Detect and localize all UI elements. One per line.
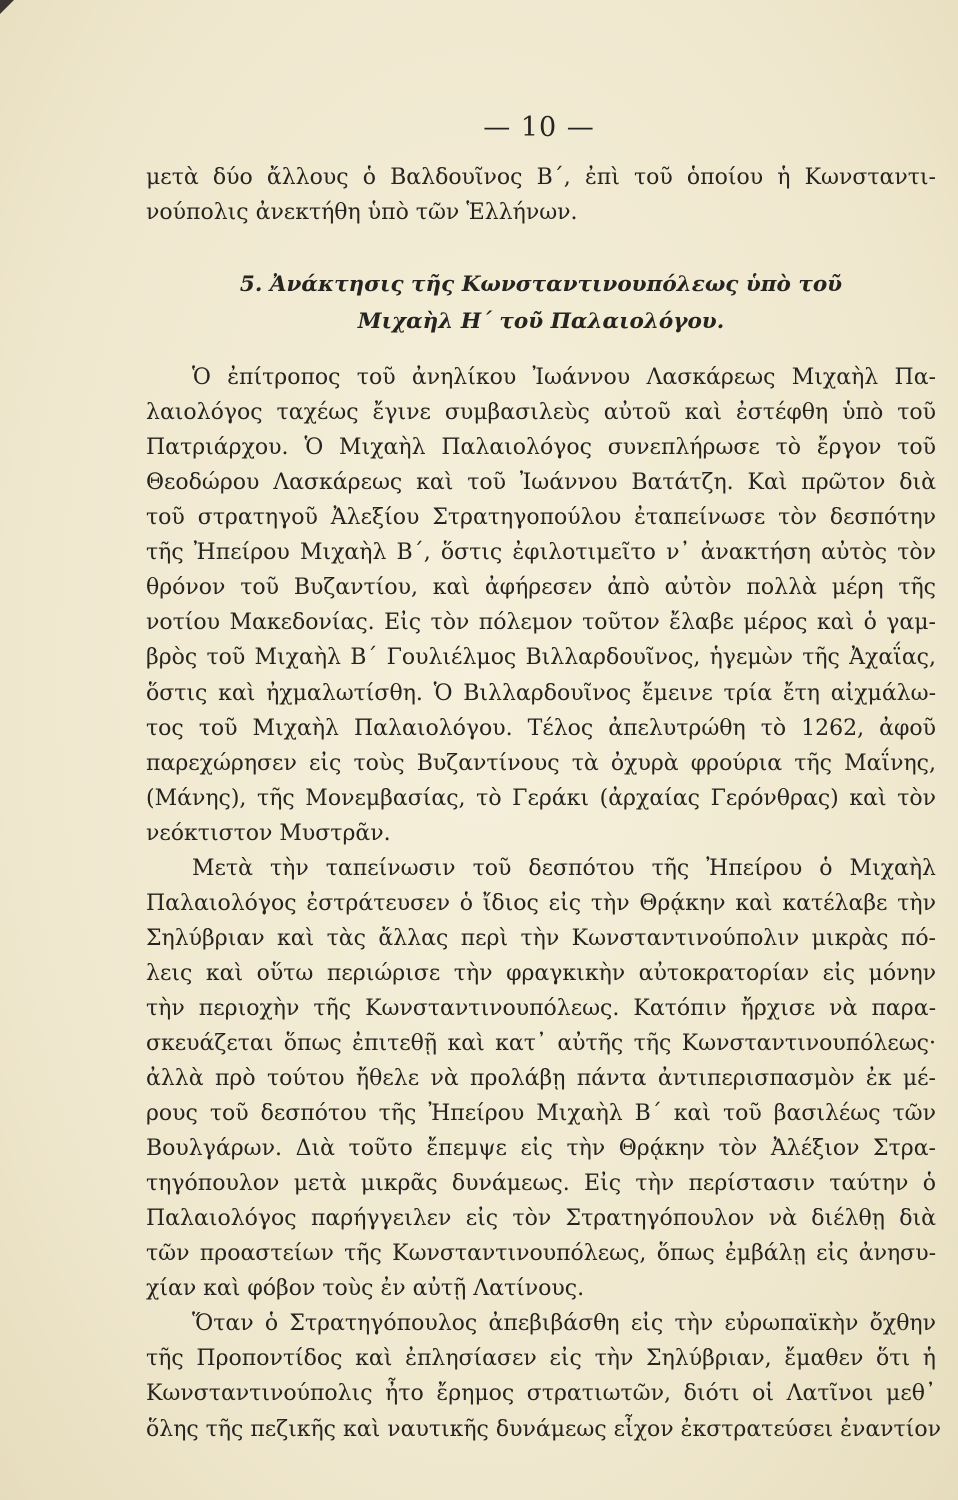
text-line: τῆς Προποντίδος καὶ ἐπλησίασεν εἰς τὴν Σηλύβριαν, ἔμαθεν ὅτι ἡ bbox=[146, 1346, 936, 1372]
text-line: θρόνον τοῦ Βυζαντίου, καὶ ἀφήρεσεν ἀπὸ αὐτὸν πολλὰ μέρη τῆς bbox=[146, 575, 936, 601]
body-text bbox=[146, 160, 941, 1447]
text-line: Παλαιολόγος ἐστράτευσεν ὁ ἴδιος εἰς τὴν Θρᾴκην καὶ κατέλαβε τὴν bbox=[146, 890, 936, 916]
text-line: ὅστις καὶ ἠχμαλωτίσθη. Ὁ Βιλλαρδουῖνος ἔμεινε τρία ἔτη αἰχμάλω- bbox=[146, 680, 936, 706]
text-line: Πατριάρχου. Ὁ Μιχαὴλ Παλαιολόγος συνεπλήρωσε τὸ ἔργον τοῦ bbox=[146, 435, 936, 461]
text-line: Σηλύβριαν καὶ τὰς ἄλλας περὶ τὴν Κωνσταντινούπολιν μικρὰς πό- bbox=[146, 925, 936, 951]
text-line: νεόκτιστον Μυστρᾶν. bbox=[146, 820, 391, 846]
text-line: νούπολις ἀνεκτήθη ὑπὸ τῶν Ἑλλήνων. bbox=[146, 200, 578, 226]
text-line: σκευάζεται ὅπως ἐπιτεθῇ καὶ κατ᾿ αὐτῆς τῆς Κωνσταντινουπόλεως· bbox=[146, 1030, 936, 1056]
text-line: Κωνσταντινούπολις ἦτο ἔρημος στρατιωτῶν, διότι οἱ Λατῖνοι μεθ᾿ bbox=[146, 1381, 936, 1407]
text-line: Ὅταν ὁ Στρατηγόπουλος ἀπεβιβάσθη εἰς τὴν εὐρωπαϊκὴν ὄχθην bbox=[192, 1311, 936, 1337]
text-line: τῆς Ἠπείρου Μιχαὴλ Β΄, ὅστις ἐφιλοτιμεῖτο ν᾿ ἀνακτήση αὐτὸς τὸν bbox=[146, 540, 936, 566]
text-line: τοῦ στρατηγοῦ Ἀλεξίου Στρατηγοπούλου ἐταπείνωσε τὸν δεσπότην bbox=[146, 505, 936, 531]
text-line: Παλαιολόγος παρήγγειλεν εἰς τὸν Στρατηγόπουλον νὰ διέλθῃ διὰ bbox=[146, 1206, 936, 1232]
text-line: χίαν καὶ φόβον τοὺς ἐν αὐτῇ Λατίνους. bbox=[146, 1276, 585, 1302]
section-heading: Μιχαὴλ Η΄ τοῦ Παλαιολόγου. bbox=[357, 309, 725, 335]
text-line: Θεοδώρου Λασκάρεως καὶ τοῦ Ἰωάννου Βατάτζη. Καὶ πρῶτον διὰ bbox=[146, 470, 936, 496]
text-line: τηγόπουλον μετὰ μικρᾶς δυνάμεως. Εἰς τὴν περίστασιν ταύτην ὁ bbox=[146, 1171, 936, 1197]
page-number: — 10 — bbox=[483, 112, 595, 143]
text-line: νοτίου Μακεδονίας. Εἰς τὸν πόλεμον τοῦτον ἔλαβε μέρος καὶ ὁ γαμ- bbox=[146, 610, 936, 636]
text-line: Βουλγάρων. Διὰ τοῦτο ἔπεμψε εἰς τὴν Θρᾴκην τὸν Ἀλέξιον Στρα- bbox=[146, 1136, 936, 1162]
text-line: παρεχώρησεν εἰς τοὺς Βυζαντίνους τὰ ὀχυρὰ φρούρια τῆς Μαΐνης, bbox=[146, 750, 936, 776]
text-line: λαιολόγος ταχέως ἔγινε συμβασιλεὺς αὐτοῦ καὶ ἐστέφθη ὑπὸ τοῦ bbox=[146, 400, 936, 426]
text-line: ὅλης τῆς πεζικῆς καὶ ναυτικῆς δυνάμεως εἶχον ἐκστρατεύσει ἐναντίον bbox=[146, 1416, 941, 1442]
text-line: Μετὰ τὴν ταπείνωσιν τοῦ δεσπότου τῆς Ἠπείρου ὁ Μιχαὴλ bbox=[192, 855, 936, 881]
text-line: τῶν προαστείων τῆς Κωνσταντινουπόλεως, ὅπως ἐμβάλῃ εἰς ἀνησυ- bbox=[146, 1241, 936, 1267]
text-line: τος τοῦ Μιχαὴλ Παλαιολόγου. Τέλος ἀπελυτρώθη τὸ 1262, ἀφοῦ bbox=[146, 715, 936, 741]
page-corner-shadow bbox=[0, 0, 14, 14]
section-heading: 5. Ἀνάκτησις τῆς Κωνσταντινουπόλεως ὑπὸ τοῦ bbox=[239, 272, 843, 298]
text-line: λεις καὶ οὕτω περιώρισε τὴν φραγκικὴν αὐτοκρατορίαν εἰς μόνην bbox=[146, 960, 936, 986]
text-line: ἀλλὰ πρὸ τούτου ἤθελε νὰ προλάβῃ πάντα ἀντιπερισπασμὸν ἐκ μέ- bbox=[146, 1066, 936, 1092]
text-line: βρὸς τοῦ Μιχαὴλ Β΄ Γουλιέλμος Βιλλαρδουῖνος, ἡγεμὼν τῆς Ἀχαΐας, bbox=[146, 645, 936, 671]
text-line: ρους τοῦ δεσπότου τῆς Ἠπείρου Μιχαὴλ Β΄ καὶ τοῦ βασιλέως τῶν bbox=[146, 1101, 936, 1127]
text-line: μετὰ δύο ἄλλους ὁ Βαλδουῖνος Β΄, ἐπὶ τοῦ ὁποίου ἡ Κωνσταντι- bbox=[146, 165, 936, 190]
text-line: (Μάνης), τῆς Μονεμβασίας, τὸ Γεράκι (ἀρχαίας Γερόνθρας) καὶ τὸν bbox=[146, 785, 936, 811]
text-line: τὴν περιοχὴν τῆς Κωνσταντινουπόλεως. Κατόπιν ἤρχισε νὰ παρα- bbox=[146, 995, 936, 1021]
text-line: Ὁ ἐπίτροπος τοῦ ἀνηλίκου Ἰωάννου Λασκάρεως Μιχαὴλ Πα- bbox=[192, 365, 936, 391]
